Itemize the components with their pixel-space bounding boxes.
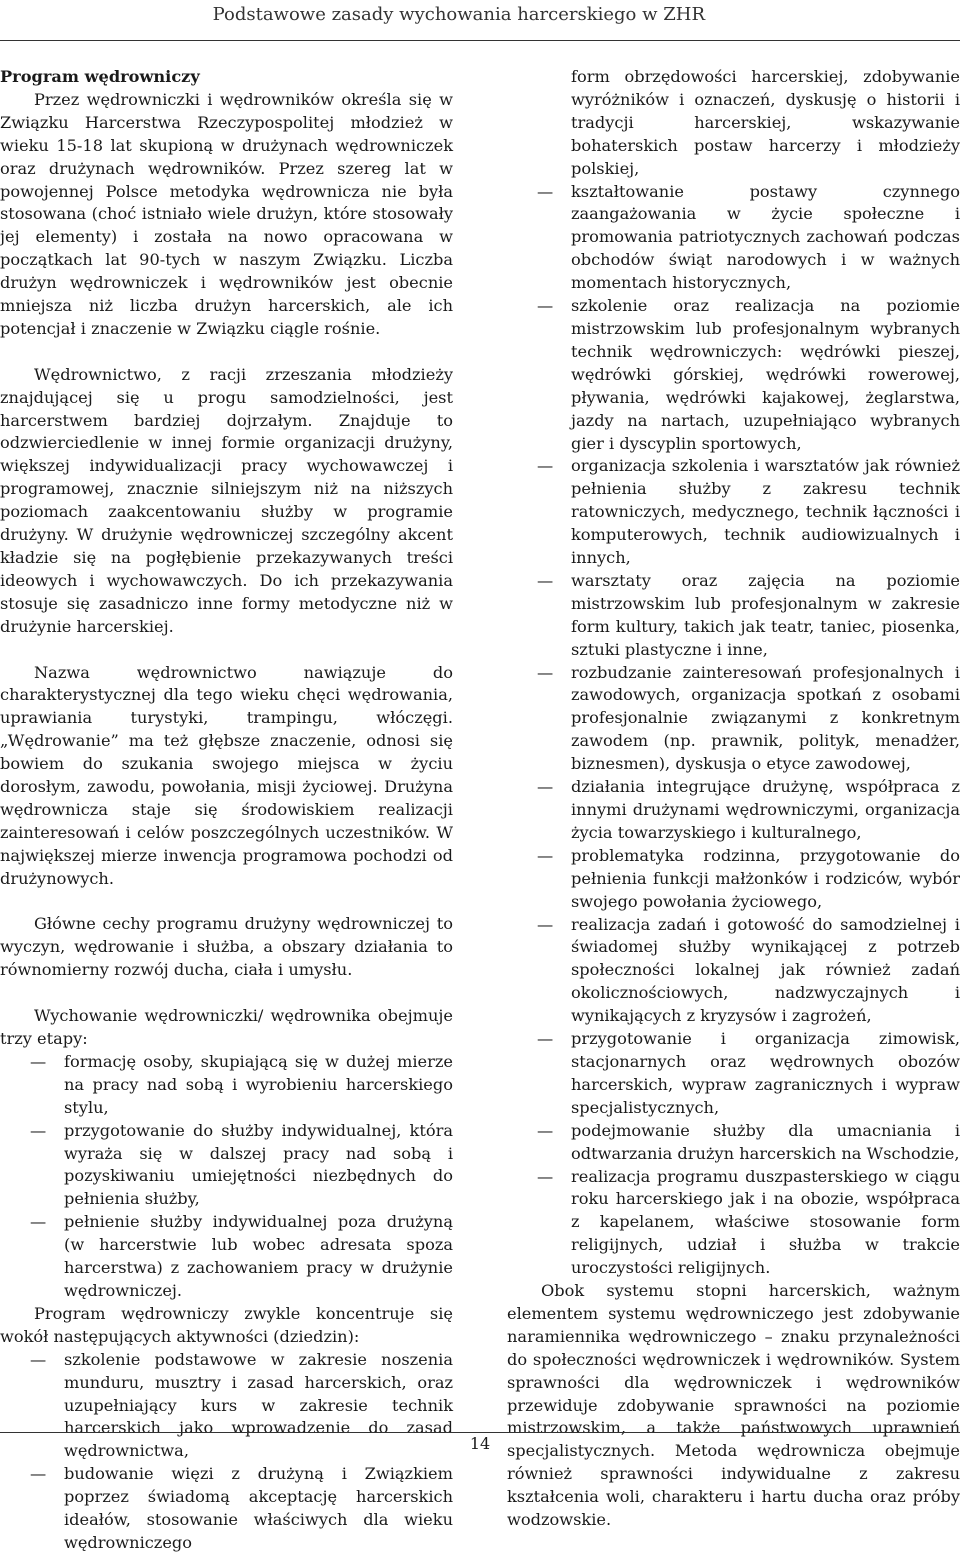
list-item: — podejmowanie służby dla umacniania i odtwarzania drużyn harcerskich na Wschodzie,	[507, 1120, 960, 1166]
list-item-continuation: form obrzędowości harcerskiej, zdobywanie wyróżników i oznaczeń, dyskusję o historii i tradycji harcerskiej, wskazywanie bohaterskich postaw harcerzy i młodzieży polskiej,	[571, 67, 960, 178]
list-item: — szkolenie podstawowe w zakresie noszenia munduru, musztry i zasad harcerskich, oraz uzupełniający kurs w zakresie technik harcerskich jako wprowadzenie do zasad wędrownictwa,	[0, 1349, 453, 1464]
paragraph: Główne cechy programu drużyny wędrowniczej to wyczyn, wędrowanie i służba, a obszary działania to równomierny rozwój ducha, ciała i umysłu.	[0, 914, 453, 980]
list-item: — przygotowanie i organizacja zimowisk, stacjonarnych oraz wędrownych obozów harcerskich, wypraw zagranicznych i wypraw specjalistycznych,	[507, 1028, 960, 1120]
list-item: — szkolenie oraz realizacja na poziomie mistrzowskim lub profesjonalnym wybranych technik wędrowniczych: wędrówki pieszej, wędrówki górskiej, wędrówki rowerowej, pływania, wędrówki kajakowej, żeglarstwa, jazdy na nartach, uzupełniająco wybranych gier i dyscyplin sportowych,	[507, 295, 960, 455]
list-item: — przygotowanie do służby indywidualnej, która wyraża się w dalszej pracy nad sobą i pozyskiwaniu umiejętności niezbędnych do pełnienia służby,	[0, 1120, 453, 1212]
paragraph: Program wędrowniczy zwykle koncentruje się wokół następujących aktywności (dziedzin):	[0, 1303, 453, 1346]
paragraph: Wędrownictwo, z racji zrzeszania młodzieży znajdującej się u progu samodzielności, jest harcerstwem bardziej dojrzałym. Znajduje to odzwierciedlenie w innej formie organizacji drużyny, większej indywidualizacji pracy wychowawczej i programowej, znacznie silniejszym niż na niższych poziomach zaakcentowaniu służby w programie drużyny. W drużynie wędrowniczej szczególny akcent kładzie się na pogłębienie przekazywanych treści ideowych i wychowawczych. Do ich przekazywania stosuje się zasadniczo inne formy metodyczne niż w drużynie harcerskiej.	[0, 364, 453, 636]
list-item: — kształtowanie postawy czynnego zaangażowania w życie społeczne i promowania patriotycznych zachowań podczas obchodów świąt narodowych i w ważnych momentach historycznych,	[507, 181, 960, 296]
list-item: — formację osoby, skupiającą się w dużej mierze na pracy nad sobą i wyrobieniu harcerskiego stylu,	[0, 1051, 453, 1120]
paragraph: Przez wędrowniczki i wędrowników określa się w Związku Harcerstwa Rzeczypospolitej młodzież w wieku 15-18 lat skupioną w drużynach wędrowniczek oraz drużynach wędrowników. Przez szereg lat w powojennej Polsce metodyka wędrownicza nie była stosowana (choć istniało wiele drużyn, które stosowały jej elementy) i została na nowo opracowana w początkach lat 90-tych w naszym Związku. Liczba drużyn wędrowniczek i wędrowników jest obecnie mniejsza niż liczba drużyn harcerskich, ale ich potencjał i znaczenie w Związku ciągle rośnie.	[0, 89, 453, 338]
list-item: — działania integrujące drużynę, współpraca z innymi drużynami wędrowniczymi, organizacja życia towarzyskiego i kulturalnego,	[507, 776, 960, 845]
footer-rule	[0, 1432, 960, 1433]
list-item: — warsztaty oraz zajęcia na poziomie mistrzowskim lub profesjonalnym w zakresie form kultury, takich jak teatr, taniec, piosenka, sztuki plastyczne i inne,	[507, 570, 960, 662]
list-item: — pełnienie służby indywidualnej poza drużyną (w harcerstwie lub wobec adresata spoza harcerstwa) z zachowaniem pracy w drużynie wędrowniczej.	[0, 1211, 453, 1303]
activities-list-continued	[507, 181, 960, 1281]
left-column	[0, 66, 453, 1555]
section-heading: Program wędrowniczy	[0, 67, 200, 86]
right-column	[507, 66, 960, 1532]
running-title: Podstawowe zasady wychowania harcerskiego w ZHR	[212, 4, 705, 25]
page-header	[0, 0, 960, 41]
list-item: — organizacja szkolenia i warsztatów jak również pełnienia służby z zakresu technik ratowniczych, medycznego, technik łączności i komputerowych, technik audiowizualnych i innych,	[507, 455, 960, 570]
stages-list	[0, 1051, 453, 1303]
list-item: — rozbudzanie zainteresowań profesjonalnych i zawodowych, organizacja spotkań z osobami profesjonalnie związanymi z konkretnym zawodem (np. prawnik, polityk, menadżer, biznesmen), dyskusja o etyce zawodowej,	[507, 662, 960, 777]
list-item: — realizacja programu duszpasterskiego w ciągu roku harcerskiego jak i na obozie, współpraca z kapelanem, właściwe stosowanie form religijnych, udział i służba w trakcie uroczystości religijnych.	[507, 1166, 960, 1281]
page-number: 14	[469, 1434, 491, 1453]
list-item: — budowanie więzi z drużyną i Związkiem poprzez świadomą akceptację harcerskich ideałów, stosowanie właściwych dla wieku wędrowniczego	[0, 1463, 453, 1555]
paragraph: Obok systemu stopni harcerskich, ważnym elementem systemu wędrowniczego jest zdobywanie naramiennika wędrowniczego – znaku przynależności do społeczności wędrowniczek i wędrowników. System sprawności dla wędrowniczek i wędrowników przewiduje zdobywanie sprawności na poziomie mistrzowskim, a także państwowych uprawnień specjalistycznych. Metoda wędrownicza obejmuje również sprawności indywidualne z zakresu kształcenia woli, charakteru i hartu ducha oraz próby wodzowskie.	[507, 1281, 960, 1530]
list-item: — realizacja zadań i gotowość do samodzielnej i świadomej służby wynikającej z potrzeb społeczności lokalnej jak również zadań okolicznościowych, nadzwyczajnych i wynikających z kryzysów i zagrożeń,	[507, 914, 960, 1029]
list-item: — problematyka rodzinna, przygotowanie do pełnienia funkcji małżonków i rodziców, wybór swojego powołania życiowego,	[507, 845, 960, 914]
paragraph: Nazwa wędrownictwo nawiązuje do charakterystycznej dla tego wieku chęci wędrowania, uprawiania turystyki, trampingu, włóczęgi. „Wędrowanie” ma też głębsze znaczenie, odnosi się bowiem do szukania swojego miejsca w życiu dorosłym, zawodu, powołania, misji życiowej. Drużyna wędrownicza staje się środowiskiem realizacji zainteresowań i celów poszczególnych uczestników. W największej mierze inwencja programowa pochodzi od drużynowych.	[0, 662, 453, 888]
paragraph: Wychowanie wędrowniczki/ wędrownika obejmuje trzy etapy:	[0, 1006, 453, 1048]
